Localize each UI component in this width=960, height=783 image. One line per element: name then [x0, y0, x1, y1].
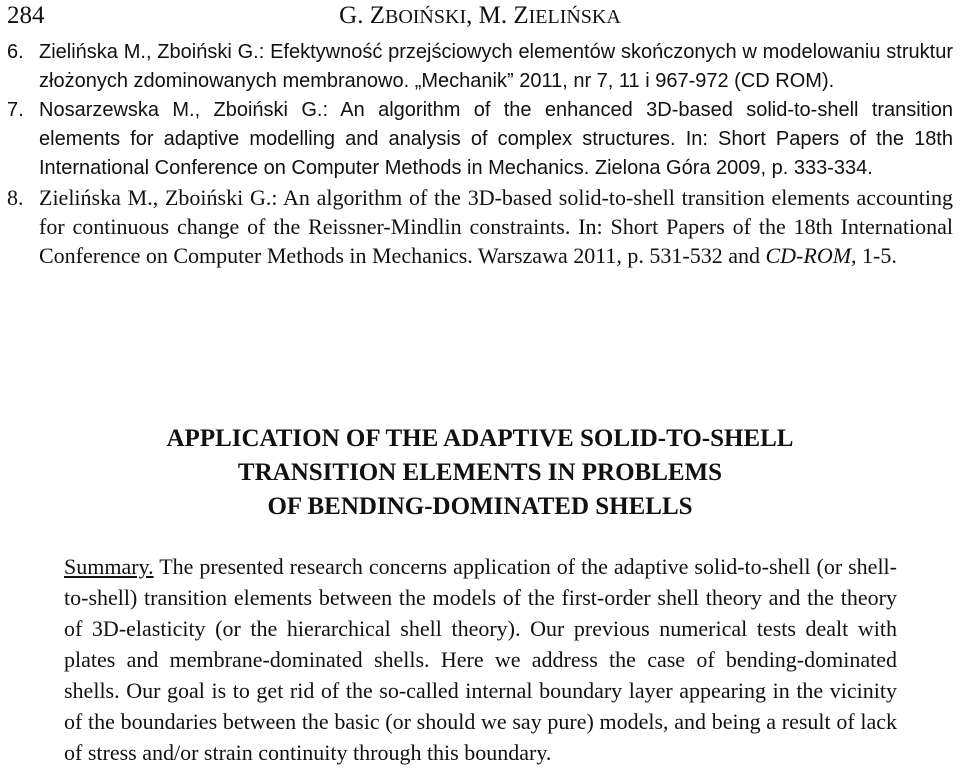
page-header	[0, 0, 960, 34]
reference-number: 7.	[7, 99, 24, 121]
reference-number: 8.	[7, 185, 24, 210]
summary-paragraph	[64, 551, 897, 768]
summary-label: Summary.	[64, 554, 154, 579]
reference-text	[7, 183, 953, 270]
reference-item	[7, 183, 953, 270]
reference-text-end: , 1-5.	[851, 243, 897, 268]
section-title	[0, 422, 960, 524]
reference-item	[7, 38, 953, 96]
reference-number: 6.	[7, 41, 24, 63]
reference-item	[7, 96, 953, 183]
title-line-1: APPLICATION OF THE ADAPTIVE SOLID-TO-SHELL	[166, 425, 794, 452]
reference-list	[7, 38, 953, 270]
reference-text-italic: CD-ROM	[765, 243, 852, 268]
page-number: 284	[7, 2, 45, 29]
running-head-smallcaps1: BOIŃSKI	[384, 6, 467, 28]
reference-text: Nosarzewska M., Zboiński G.: An algorithm of the enhanced 3D-based solid-to-shell transition elements for adaptive modelling and analysis of complex structures. In: Short Papers of the 18th International Conference on Computer Methods in Mechanics. Zielona Góra 2009, p. 333-334.	[39, 99, 953, 179]
title-line-2: TRANSITION ELEMENTS IN PROBLEMS	[237, 459, 723, 486]
running-head-smallcaps2: IELIŃSKA	[528, 6, 621, 28]
running-head-part1: G. Z	[339, 2, 385, 29]
running-head	[0, 2, 960, 30]
summary-text: The presented research concerns application of the adaptive solid-to-shell (or shell-to-shell) transition elements between the models of the first-order shell theory and the theory of 3D-elasticity (or the hierarchical shell theory). Our previous numerical tests dealt with plates and membrane-dominated shells. Here we address the case of bending-dominated shells. Our goal is to get rid of the so-called internal boundary layer appearing in the vicinity of the boundaries between the basic (or should we say pure) models, and being a result of lack of stress and/or strain continuity through this boundary.	[64, 554, 897, 765]
title-line-3: OF BENDING-DOMINATED SHELLS	[267, 493, 693, 520]
running-head-part2: , M. Z	[466, 2, 529, 29]
reference-text-main: Zielińska M., Zboiński G.: An algorithm of the 3D-based solid-to-shell transition elements accounting for continuous change of the Reissner-Mindlin constraints. In: Short Papers of the 18th International Conference on Computer Methods in Mechanics. Warszawa 2011, p. 531-532 and	[39, 185, 953, 268]
reference-text: Zielińska M., Zboiński G.: Efektywność przejściowych elementów skończonych w modelowaniu struktur złożonych zdominowanych membranowo. „Mechanik” 2011, nr 7, 11 i 967-972 (CD ROM).	[39, 41, 953, 92]
